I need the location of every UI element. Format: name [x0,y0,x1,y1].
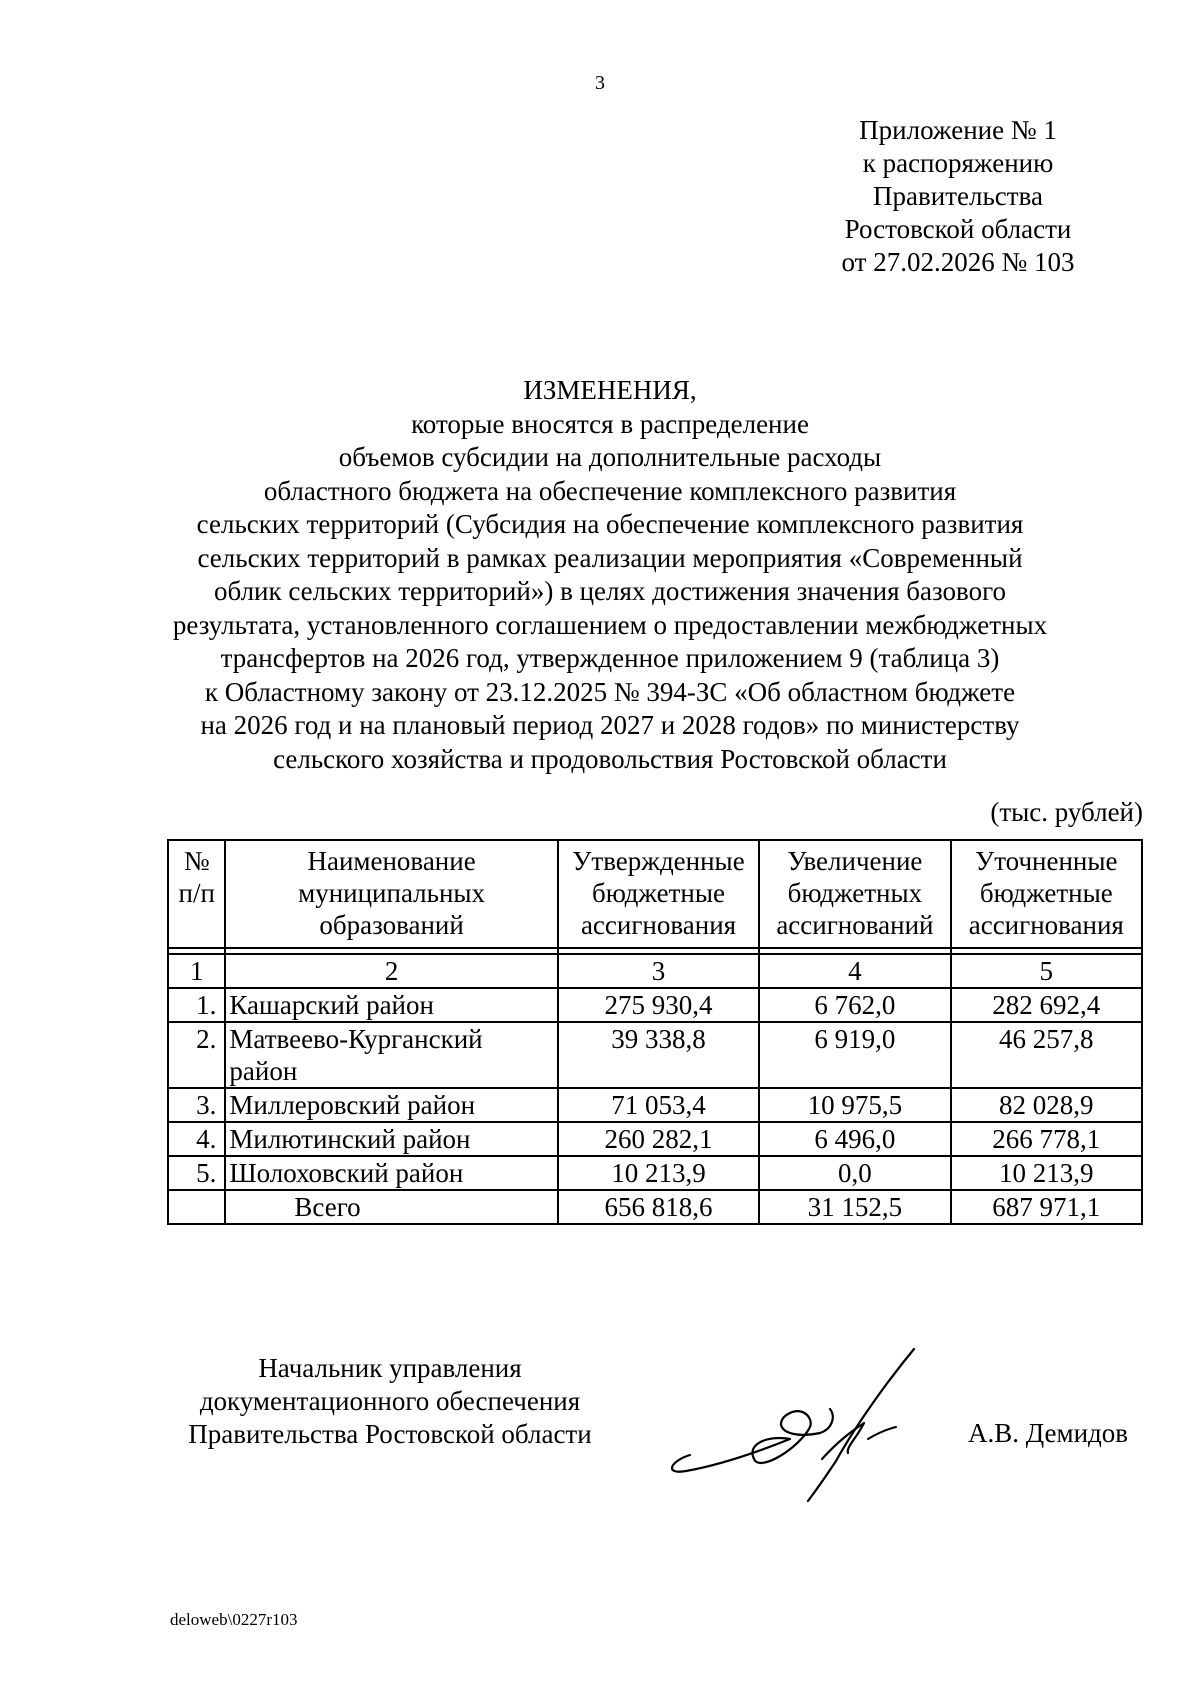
title-line: результата, установленного соглашением о предоставлении межбюджетных [172,609,1048,640]
total-row [168,1190,1142,1224]
signer-name: А.В. Демидов [968,1418,1129,1448]
approved-value: 275 930,4 [558,988,759,1022]
table-row [168,1156,1142,1190]
municipality-name: Милютинский район [225,1122,557,1156]
row-index: 3. [168,1088,225,1122]
total-refined: 687 971,1 [951,1190,1142,1224]
column-number: 3 [558,954,759,988]
title-line: сельских территорий в рамках реализации мероприятия «Современный [197,542,1023,573]
appendix-line: к распоряжению [862,148,1054,178]
row-index: 4. [168,1122,225,1156]
approved-value: 71 053,4 [558,1088,759,1122]
approved-value: 39 338,8 [558,1022,759,1088]
signatory-position [170,1352,610,1451]
header-name: Наименование муниципальных образований [225,840,557,948]
approved-value: 260 282,1 [558,1122,759,1156]
title-heading: ИЗМЕНЕНИЯ, [523,375,697,405]
increase-value: 6 919,0 [759,1022,950,1088]
municipality-name: Шолоховский район [225,1156,557,1190]
title-line: облик сельских территорий») в целях достижения значения базового [214,576,1006,606]
title-line: сельских территорий (Субсидия на обеспечение комплексного развития [196,509,1024,539]
column-number: 2 [225,954,557,988]
appendix-line: Приложение № 1 [859,115,1057,145]
budget-table [167,839,1143,1225]
refined-value: 266 778,1 [951,1122,1142,1156]
table-row [168,1088,1142,1122]
refined-value: 46 257,8 [951,1022,1142,1088]
handwritten-signature [650,1343,950,1503]
title-line: сельского хозяйства и продовольствия Ростовской области [273,743,947,774]
refined-value: 10 213,9 [951,1156,1142,1190]
increase-value: 0,0 [759,1156,950,1190]
table-row [168,1122,1142,1156]
table-header-row [168,840,1142,948]
header-number: № п/п [168,840,225,948]
title-line: трансфертов на 2026 год, утвержденное приложением 9 (таблица 3) [220,643,1000,673]
approved-value: 10 213,9 [558,1156,759,1190]
table-row [168,988,1142,1022]
header-approved: Утвержденные бюджетные ассигнования [558,840,759,948]
total-increase: 31 152,5 [759,1190,950,1224]
title-line: областного бюджета на обеспечение комплексного развития [263,475,957,506]
column-number-row [168,954,1142,988]
header-increase: Увеличение бюджетных ассигнований [759,840,950,948]
total-approved: 656 818,6 [558,1190,759,1224]
appendix-line: Правительства [873,181,1043,211]
document-title [100,374,1120,776]
position-line: документационного обеспечения [199,1386,581,1416]
refined-value: 282 692,4 [951,988,1142,1022]
position-line: Начальник управления [258,1353,522,1383]
title-line: которые вносятся в распределение [411,408,809,439]
increase-value: 6 762,0 [759,988,950,1022]
appendix-header [818,114,1098,279]
column-number: 4 [759,954,950,988]
title-line: на 2026 год и на плановый период 2027 и 2028 годов» по министерству [200,710,1020,740]
municipality-name: Миллеровский район [225,1088,557,1122]
total-index [168,1190,225,1224]
header-refined: Уточненные бюджетные ассигнования [951,840,1142,948]
document-code: deloweb\0227r103 [170,1610,298,1629]
units-label: (тыс. рублей) [990,797,1143,827]
increase-value: 10 975,5 [759,1088,950,1122]
municipality-name: Кашарский район [225,988,557,1022]
position-line: Правительства Ростовской области [188,1419,592,1449]
row-index: 1. [168,988,225,1022]
appendix-line: Ростовской области [844,214,1072,244]
row-index: 5. [168,1156,225,1190]
table-row [168,1022,1142,1088]
refined-value: 82 028,9 [951,1088,1142,1122]
row-index: 2. [168,1022,225,1088]
increase-value: 6 496,0 [759,1122,950,1156]
column-number: 1 [168,954,225,988]
column-number: 5 [951,954,1142,988]
total-label: Всего [225,1190,557,1224]
appendix-line: от 27.02.2026 № 103 [841,247,1075,277]
title-line: к Областному закону от 23.12.2025 № 394-ЗС «Об областном бюджете [204,676,1016,707]
title-line: объемов субсидии на дополнительные расходы [338,442,882,472]
municipality-name: Матвеево-Курганский район [225,1022,557,1088]
page-number: 3 [595,72,605,94]
